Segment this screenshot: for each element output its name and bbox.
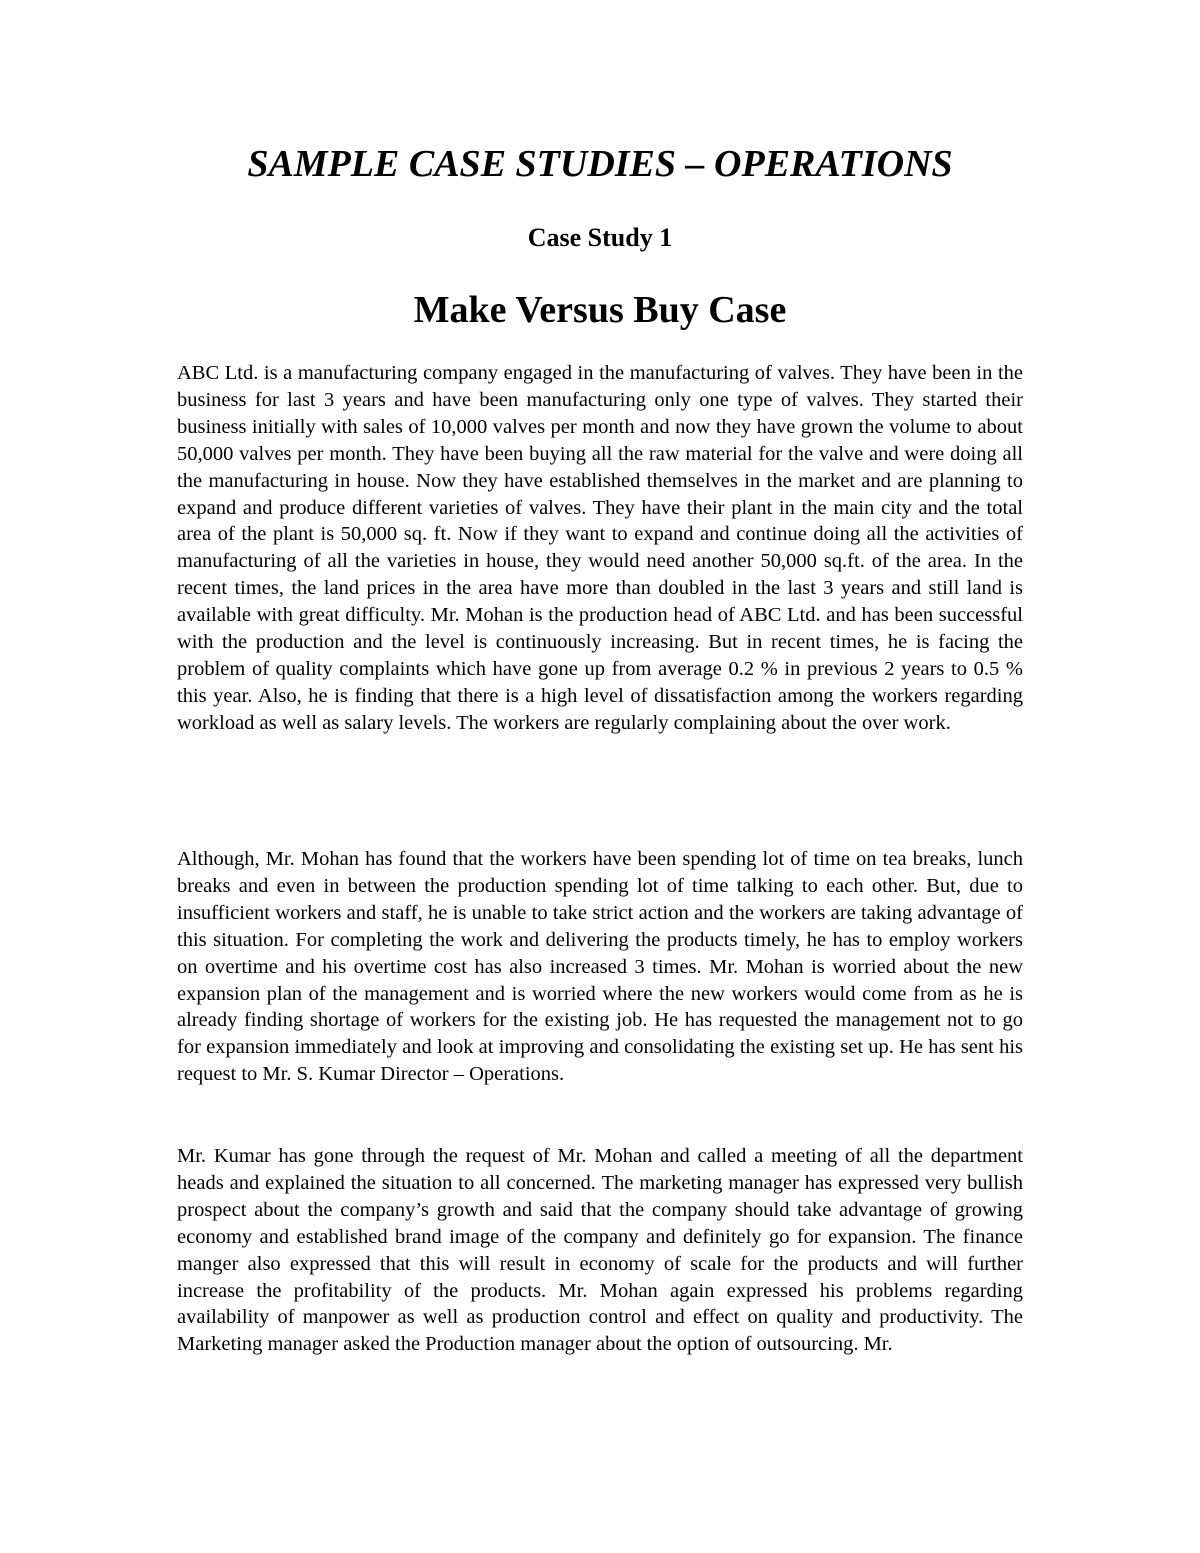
case-heading: Make Versus Buy Case xyxy=(413,289,787,331)
paragraph-1: ABC Ltd. is a manufacturing company engaged in the manufacturing of valves. They have been in the business for last 3 years and have been manufacturing only one type of valves. They started their business initially with sales of 10,000 valves per month and now they have grown the volume to about 50,000 valves per month. They have been buying all the raw material for the valve and were doing all the manufacturing in house. Now they have established themselves in the market and are planning to expand and produce different varieties of valves. They have their plant in the main city and the total area of the plant is 50,000 sq. ft. Now if they want to expand and continue doing all the activities of manufacturing of all the varieties in house, they would need another 50,000 sq.ft. of the area. In the recent times, the land prices in the area have more than doubled in the last 3 years and still land is available with great difficulty. Mr. Mohan is the production head of ABC Ltd. and has been successful with the production and the level is continuously increasing. But in recent times, he is facing the problem of quality complaints which have gone up from average 0.2 % in previous 2 years to 0.5 % this year. Also, he is finding that there is a high level of dissatisfaction among the workers regarding workload as well as salary levels. The workers are regularly complaining about the over work. xyxy=(177,362,1023,734)
case-study-label: Case Study 1 xyxy=(527,223,673,252)
document-title: SAMPLE CASE STUDIES – OPERATIONS xyxy=(247,143,953,185)
paragraph-3: Mr. Kumar has gone through the request of Mr. Mohan and called a meeting of all the department heads and explained the situation to all concerned. The marketing manager has expressed very bullish prospect about the company’s growth and said that the company should take advantage of growing economy and established brand image of the company and definitely go for expansion. The finance manger also expressed that this will result in economy of scale for the products and will further increase the profitability of the products. Mr. Mohan again expressed his problems regarding availability of manpower as well as production control and effect on quality and productivity. The Marketing manager asked the Production manager about the option of outsourcing. Mr. xyxy=(177,1145,1023,1356)
paragraph-2: Although, Mr. Mohan has found that the workers have been spending lot of time on tea breaks, lunch breaks and even in between the production spending lot of time talking to each other. But, due to insufficient workers and staff, he is unable to take strict action and the workers are taking advantage of this situation. For completing the work and delivering the products timely, he has to employ workers on overtime and his overtime cost has also increased 3 times. Mr. Mohan is worried about the new expansion plan of the management and is worried where the new workers would come from as he is already finding shortage of workers for the existing job. He has requested the management not to go for expansion immediately and look at improving and consolidating the existing set up. He has sent his request to Mr. S. Kumar Director – Operations. xyxy=(177,848,1023,1086)
